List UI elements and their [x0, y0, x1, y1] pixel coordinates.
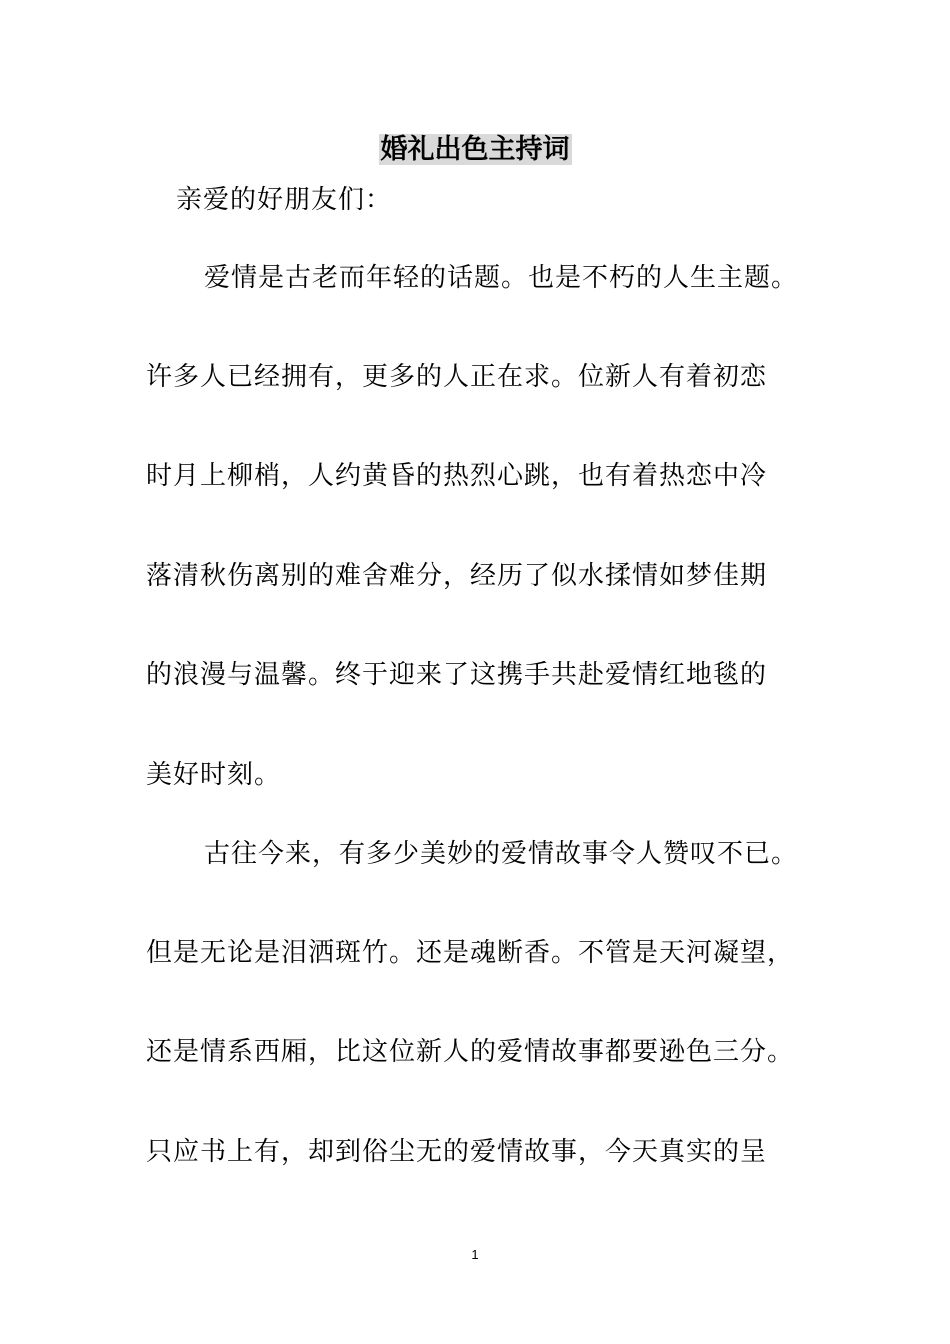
page-number: 1: [471, 1247, 479, 1262]
greeting-line: 亲爱的好朋友们：: [176, 185, 393, 215]
paragraph-line: 但是无论是泪洒斑竹。还是魂断香。不管是天河凝望，: [146, 938, 795, 968]
paragraph-line: 爱情是古老而年轻的话题。也是不朽的人生主题。: [204, 263, 799, 293]
title-text: 婚礼出色主持词: [380, 134, 570, 165]
paragraph-line: 时月上柳梢，人约黄昏的热烈心跳，也有着热恋中冷: [146, 461, 768, 491]
paragraph-line: 许多人已经拥有，更多的人正在求。位新人有着初恋: [146, 362, 768, 392]
paragraph-line: 落清秋伤离别的难舍难分，经历了似水揉情如梦佳期: [146, 561, 768, 591]
paragraph-line: 的浪漫与温馨。终于迎来了这携手共赴爱情红地毯的: [146, 660, 768, 690]
paragraph-line: 美好时刻。: [146, 760, 282, 790]
document-title: [0, 130, 950, 170]
paragraph-line: 只应书上有，却到俗尘无的爱情故事，今天真实的呈: [146, 1137, 768, 1167]
paragraph-line: 还是情系西厢，比这位新人的爱情故事都要逊色三分。: [146, 1037, 795, 1067]
paragraph-line: 古往今来，有多少美妙的爱情故事令人赞叹不已。: [204, 839, 799, 869]
